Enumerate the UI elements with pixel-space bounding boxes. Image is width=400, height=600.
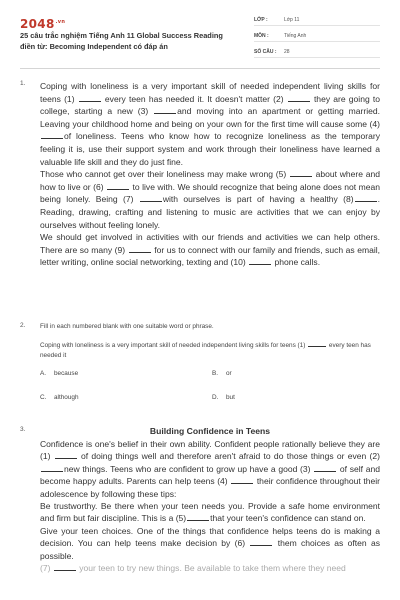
passage-text: Be trustworthy. Be there when your teen needs you. Provide a safe home environment and firm but fair discipline. This is a (5) — [40, 501, 380, 524]
option-key: C. — [40, 394, 47, 401]
passage-text: every teen has needed it. It doesn't matter (2) — [104, 93, 284, 104]
option-text: although — [54, 394, 79, 401]
meta-row-count — [254, 45, 380, 58]
question-stem — [40, 341, 380, 361]
passage-paragraph — [40, 525, 380, 562]
answer-blank — [154, 107, 176, 114]
meta-info — [254, 13, 380, 61]
answer-blank — [41, 132, 63, 139]
answer-blank — [308, 342, 326, 347]
passage-text: phone calls. — [274, 257, 321, 268]
option-d[interactable] — [212, 394, 235, 401]
passage-text: of self and become happy adults. Parents can help teens (4) — [40, 463, 381, 487]
passage-paragraph — [40, 231, 380, 269]
header-divider — [20, 68, 380, 69]
logo-text: 2048 — [20, 17, 55, 31]
passage-text: them choices as often as possible. — [40, 538, 380, 561]
answer-blank — [54, 564, 76, 571]
passage-text: Coping with loneliness is a very important skill of needed independent living skills for teens (1) — [40, 81, 380, 104]
passage-text: new things. Teens who are confident to grow up have a good (3) — [64, 463, 311, 474]
passage-text: their confidence throughout their adolescence by following these tips: — [40, 476, 381, 499]
meta-key: SỐ CÂU : — [254, 49, 277, 55]
meta-value: Tiếng Anh — [284, 33, 307, 39]
stem-text: every teen has needed it — [40, 342, 371, 359]
passage-text: Those who cannot get over their loneliness may make wrong (5) — [40, 169, 287, 180]
answer-options — [40, 370, 380, 404]
option-key: D. — [212, 394, 219, 401]
passage-text: they are going to college, starting a new (3) — [40, 93, 381, 117]
answer-blank — [250, 539, 272, 546]
passage-paragraph — [40, 80, 380, 168]
meta-row-class — [254, 13, 380, 26]
passage-text: to live with. We should recognize that being alone does not mean being lonely. Being (7) — [40, 181, 381, 205]
passage-text: with ourselves is part of having a healthy (8) — [162, 194, 354, 205]
passage-text: Confidence is one's belief in their own ability. Confident people rationally believe they are (1) — [40, 439, 380, 462]
meta-row-subject — [254, 29, 380, 42]
question-number: 1. — [20, 80, 26, 87]
passage-paragraph — [40, 562, 380, 574]
answer-blank — [355, 195, 377, 202]
option-key: B. — [212, 370, 219, 377]
option-b[interactable] — [212, 370, 232, 377]
passage-text: your teen to try new things. Be available to take them where they need — [79, 563, 346, 574]
passage-paragraph — [40, 438, 380, 500]
option-c[interactable] — [40, 394, 79, 401]
passage-text: (7) — [40, 563, 51, 574]
option-text: because — [54, 370, 79, 377]
answer-blank — [187, 514, 209, 521]
question-3 — [20, 426, 380, 574]
passage-text: about where and how to live or (6) — [40, 169, 380, 192]
stem-text: Coping with loneliness is a very important skill of needed independent living skills for teens (1) — [40, 342, 306, 349]
passage-title: Building Confidence in Teens — [149, 426, 271, 436]
answer-blank — [314, 465, 336, 472]
answer-blank — [288, 95, 310, 102]
passage-text: of loneliness. Teens who know how to recognize loneliness as the temporary feeling it is, use their support system and work through their loneliness have learned a valuable life skill and they do just fine. — [40, 131, 380, 167]
answer-blank — [140, 195, 162, 202]
answer-blank — [55, 452, 77, 459]
answer-blank — [107, 183, 129, 190]
passage-text: We should get involved in activities with our friends and activities we can help others. There are so many (9) — [40, 232, 380, 255]
passage-text: . Reading, drawing, crafting and listening to music are activities that we can enjoy by ourselves without feeling lonely. — [40, 194, 381, 230]
question-prompt: Fill in each numbered blank with one suitable word or phrase. — [40, 323, 214, 330]
passage-text: Give your teen choices. One of the things that confidence helps teens do is making a decision. You can help teens make decision by (6) — [40, 525, 380, 549]
question-number: 2. — [20, 322, 26, 329]
logo-suffix: .vn — [55, 19, 66, 25]
option-key: A. — [40, 370, 47, 377]
meta-key: MÔN : — [254, 33, 269, 39]
answer-blank — [290, 170, 312, 177]
page-header — [0, 0, 400, 64]
passage-text: and moving into an apartment or getting married. Leaving your childhood home and being on your own for the first time will cause some (4) — [40, 106, 380, 129]
question-1 — [20, 80, 380, 269]
answer-blank — [79, 95, 101, 102]
site-logo[interactable] — [20, 17, 65, 31]
answer-blank — [129, 246, 151, 253]
meta-value: 28 — [284, 49, 290, 55]
option-a[interactable] — [40, 370, 78, 377]
meta-key: LỚP : — [254, 17, 268, 23]
answer-blank — [41, 465, 63, 472]
passage-text: of doing things well and therefore aren't afraid to do those things or even (2) — [80, 451, 381, 462]
passage-text: for us to connect with our family and friends, such as email, letter writing, online social networking, texting and (10) — [40, 244, 381, 268]
document-title: 25 câu trắc nghiệm Tiếng Anh 11 Global Success Reading điền từ: Becoming Independent có đáp án — [20, 31, 223, 51]
passage-paragraph — [40, 168, 380, 231]
passage-text: that your teen's confidence can stand on. — [210, 513, 366, 524]
answer-blank — [249, 258, 271, 265]
question-number: 3. — [20, 426, 26, 433]
option-text: but — [226, 394, 235, 401]
option-text: or — [226, 370, 232, 377]
question-2 — [20, 322, 380, 404]
answer-blank — [231, 477, 253, 484]
meta-value: Lớp 11 — [284, 17, 300, 23]
passage-paragraph — [40, 500, 380, 525]
